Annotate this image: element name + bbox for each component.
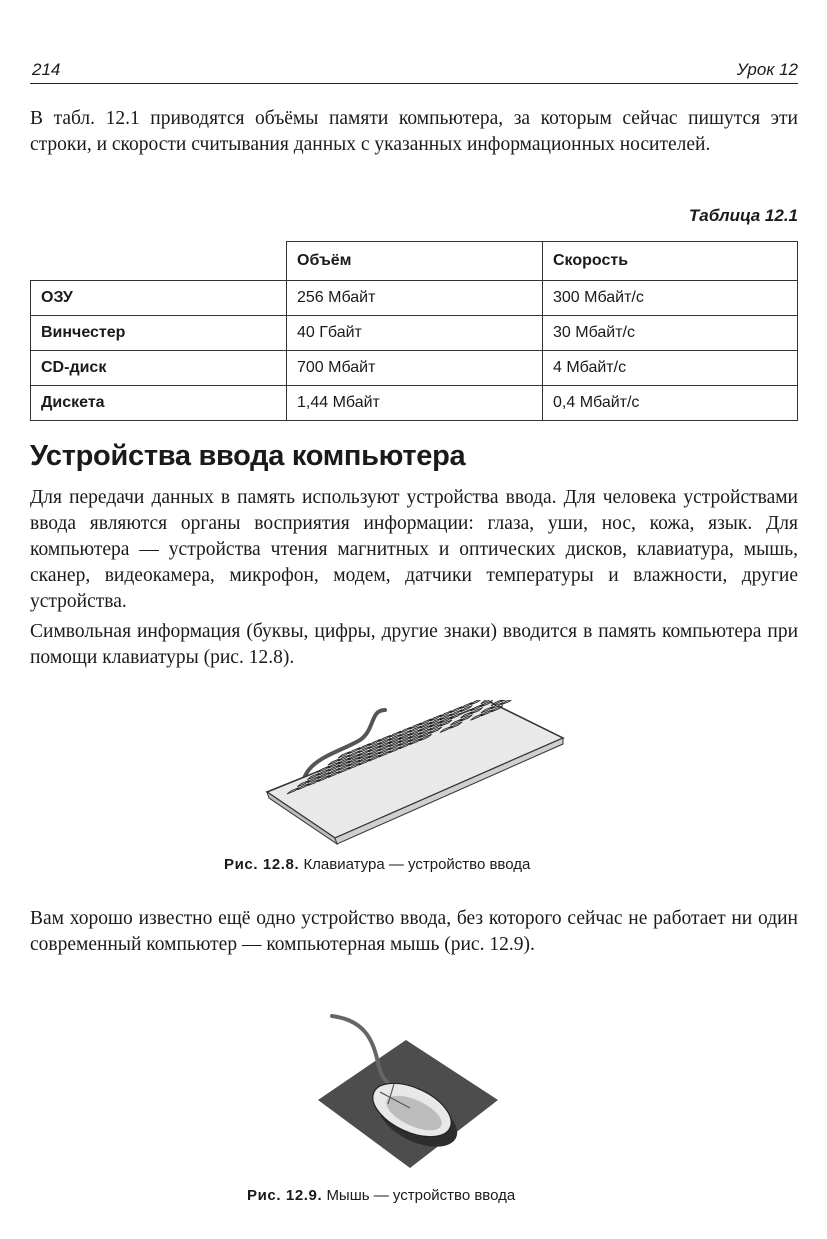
- table-row: [31, 316, 798, 351]
- volume-cell: 1,44 Мбайт: [287, 386, 543, 421]
- row-label: Дискета: [31, 386, 287, 421]
- speed-cell: 30 Мбайт/с: [543, 316, 798, 351]
- volume-cell: 700 Мбайт: [287, 351, 543, 386]
- figure-label: Рис. 12.9.: [247, 1187, 323, 1204]
- table-row: [31, 386, 798, 421]
- column-header-volume: Объём: [287, 242, 543, 281]
- figure-label: Рис. 12.8.: [224, 856, 300, 873]
- section-heading: Устройства ввода компьютера: [30, 440, 466, 472]
- row-label: Винчестер: [31, 316, 287, 351]
- volume-cell: 40 Гбайт: [287, 316, 543, 351]
- running-header: [30, 58, 798, 84]
- keyboard-paragraph: Символьная информация (буквы, цифры, другие знаки) вводится в память компьютера при помощи клавиатуры (рис. 12.8).: [30, 621, 798, 668]
- table-row: [31, 351, 798, 386]
- table-caption: Таблица 12.1: [688, 206, 798, 225]
- input-devices-paragraph: Для передачи данных в память используют устройства ввода. Для человека устройствами ввода являются органы восприятия информации: глаза, уши, нос, кожа, язык. Для компьютера — устройства чтения магнитных и оптических дисков, клавиатура, мышь, сканер, видеокамера, микрофон, модем, датчики температуры и влажности, другие устройства.: [30, 487, 798, 612]
- mouse-paragraph: Вам хорошо известно ещё одно устройство ввода, без которого сейчас не работает ни один современный компьютер — компьютерная мышь (рис. 12.9).: [30, 908, 798, 955]
- row-label: CD-диск: [31, 351, 287, 386]
- lesson-title: Урок 12: [736, 60, 798, 79]
- figure-text: Клавиатура — устройство ввода: [303, 856, 531, 873]
- figure-12-8-caption: [224, 856, 530, 873]
- table-corner-cell: [31, 242, 287, 281]
- table-row: [31, 281, 798, 316]
- table-header-row: [31, 242, 798, 281]
- column-header-speed: Скорость: [543, 242, 798, 281]
- header-rule: [30, 83, 798, 84]
- speed-cell: 4 Мбайт/с: [543, 351, 798, 386]
- memory-table: [30, 241, 798, 421]
- speed-cell: 300 Мбайт/с: [543, 281, 798, 316]
- keyboard-illustration-icon: [265, 700, 565, 845]
- page-number: 214: [32, 60, 61, 79]
- speed-cell: 0,4 Мбайт/с: [543, 386, 798, 421]
- mouse-on-pad-illustration-icon: [318, 1008, 498, 1188]
- figure-text: Мышь — устройство ввода: [326, 1187, 516, 1204]
- volume-cell: 256 Мбайт: [287, 281, 543, 316]
- intro-paragraph: В табл. 12.1 приводятся объёмы памяти компьютера, за которым сейчас пишутся эти строки, и скорости считывания данных с указанных информационных носителей.: [30, 108, 798, 155]
- row-label: ОЗУ: [31, 281, 287, 316]
- figure-12-9-caption: [247, 1187, 515, 1204]
